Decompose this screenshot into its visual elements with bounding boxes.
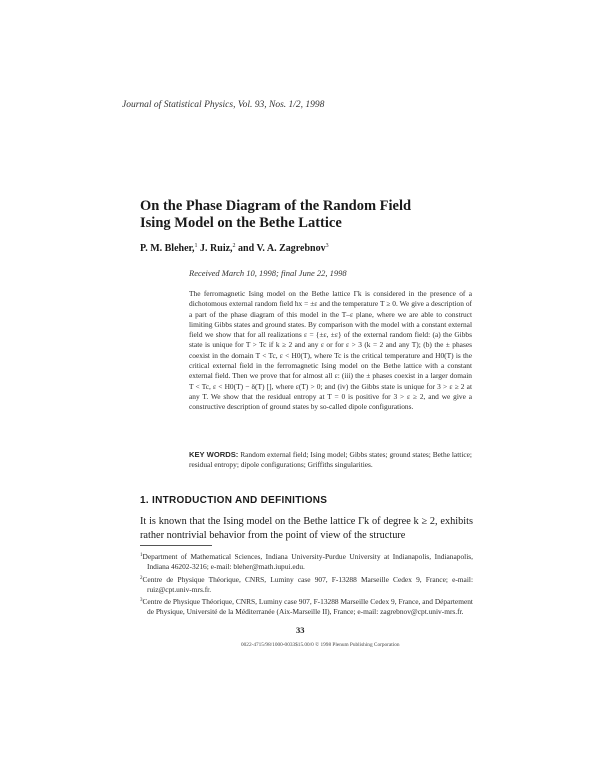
paper-title-line-2: Ising Model on the Bethe Lattice — [140, 215, 342, 231]
author-list — [140, 243, 329, 254]
footnote-divider — [140, 545, 212, 546]
keywords-text: Random external field; Ising model; Gibbs states; ground states; Bethe lattice; residual entropy; dipole configurations; Griffiths singularities. — [189, 450, 472, 470]
footnote-3-mark: 3 — [140, 598, 143, 604]
author-bleher: P. M. Bleher, — [140, 243, 195, 254]
keywords — [189, 450, 472, 471]
section-heading: 1. INTRODUCTION AND DEFINITIONS — [140, 495, 328, 506]
footnote-1-mark: 1 — [140, 553, 143, 558]
affiliation-mark-3: 3 — [325, 243, 329, 249]
footnote-2-text: Centre de Physique Théorique, CNRS, Luminy case 907, F-13288 Marseille Cedex 9, France; e-mail: ruiz@cpt.univ-mrs.fr. — [142, 574, 473, 594]
keywords-label: KEY WORDS: — [189, 450, 239, 459]
author-ruiz: J. Ruiz, — [197, 243, 233, 254]
journal-citation: Journal of Statistical Physics, Vol. 93, Nos. 1/2, 1998 — [122, 100, 325, 110]
author-zagrebnov: and V. A. Zagrebnov — [235, 243, 326, 254]
paper-title — [140, 198, 470, 232]
affiliation-mark-1: 1 — [194, 243, 198, 249]
paper-title-line-1: On the Phase Diagram of the Random Field — [140, 198, 412, 214]
received-dates: Received March 10, 1998; final June 22, 1998 — [189, 268, 347, 278]
footnote-3 — [140, 596, 473, 618]
footnote-2 — [140, 574, 473, 596]
footnote-2-mark: 2 — [140, 575, 143, 581]
copyright-line: 0022-4715/98/1000-0033$15.00/0 © 1998 Plenum Publishing Corporation — [241, 642, 400, 648]
footnotes — [140, 551, 473, 619]
abstract: The ferromagnetic Ising model on the Bethe lattice Γk is considered in the presence of a dichotomous external random field hx = ±ε and the temperature T ≥ 0. We give a description of a part of the phase diagram of this model in the T–ε plane, where we are able to construct limiting Gibbs states and ground states. By comparison with the model with a constant external field we show that for all realizations ε = {±ε, ±ε} of the external random field: (a) the Gibbs state is unique for T > Tc if k ≥ 2 and any ε or for ε > 3 (k = 2 and any T); (b) the ± phases coexist in the domain T < Tc, ε < H0(T), where Tc is the critical temperature and H0(T) is the critical external field in the ferromagnetic Ising model on the Bethe lattice with a constant external field. Then we prove that for almost all ε: (iii) the ± phases coexist in a larger domain T < Tc, ε < H0(T) − δ(T) [], where ε(T) > 0; and (iv) the Gibbs state is unique for 3 > ε ≥ 2 at any T. We show that the residual entropy at T = 0 is positive for 3 > ε ≥ 2, and we give a constructive description of ground states by so-called dipole configurations. — [189, 289, 472, 412]
footnote-1-text: Department of Mathematical Sciences, Indiana University-Purdue University at Indianapolis, Indianapolis, Indiana 46202-3216; e-mail: bleher@math.iupui.edu. — [142, 552, 473, 572]
page-number: 33 — [296, 625, 305, 635]
footnote-1 — [140, 551, 473, 573]
footnote-3-text: Centre de Physique Théorique, CNRS, Luminy case 907, F-13288 Marseille Cedex 9, France, and Département de Physique, Université de la Méditerranée (Aix-Marseille II), France; e-mail: zagrebnov@cpt.univ-mrs.fr. — [142, 597, 473, 617]
intro-paragraph: It is known that the Ising model on the Bethe lattice Γk of degree k ≥ 2, exhibits rather nontrivial behavior from the point of view of the structure — [140, 516, 473, 541]
affiliation-mark-2: 2 — [232, 243, 236, 249]
